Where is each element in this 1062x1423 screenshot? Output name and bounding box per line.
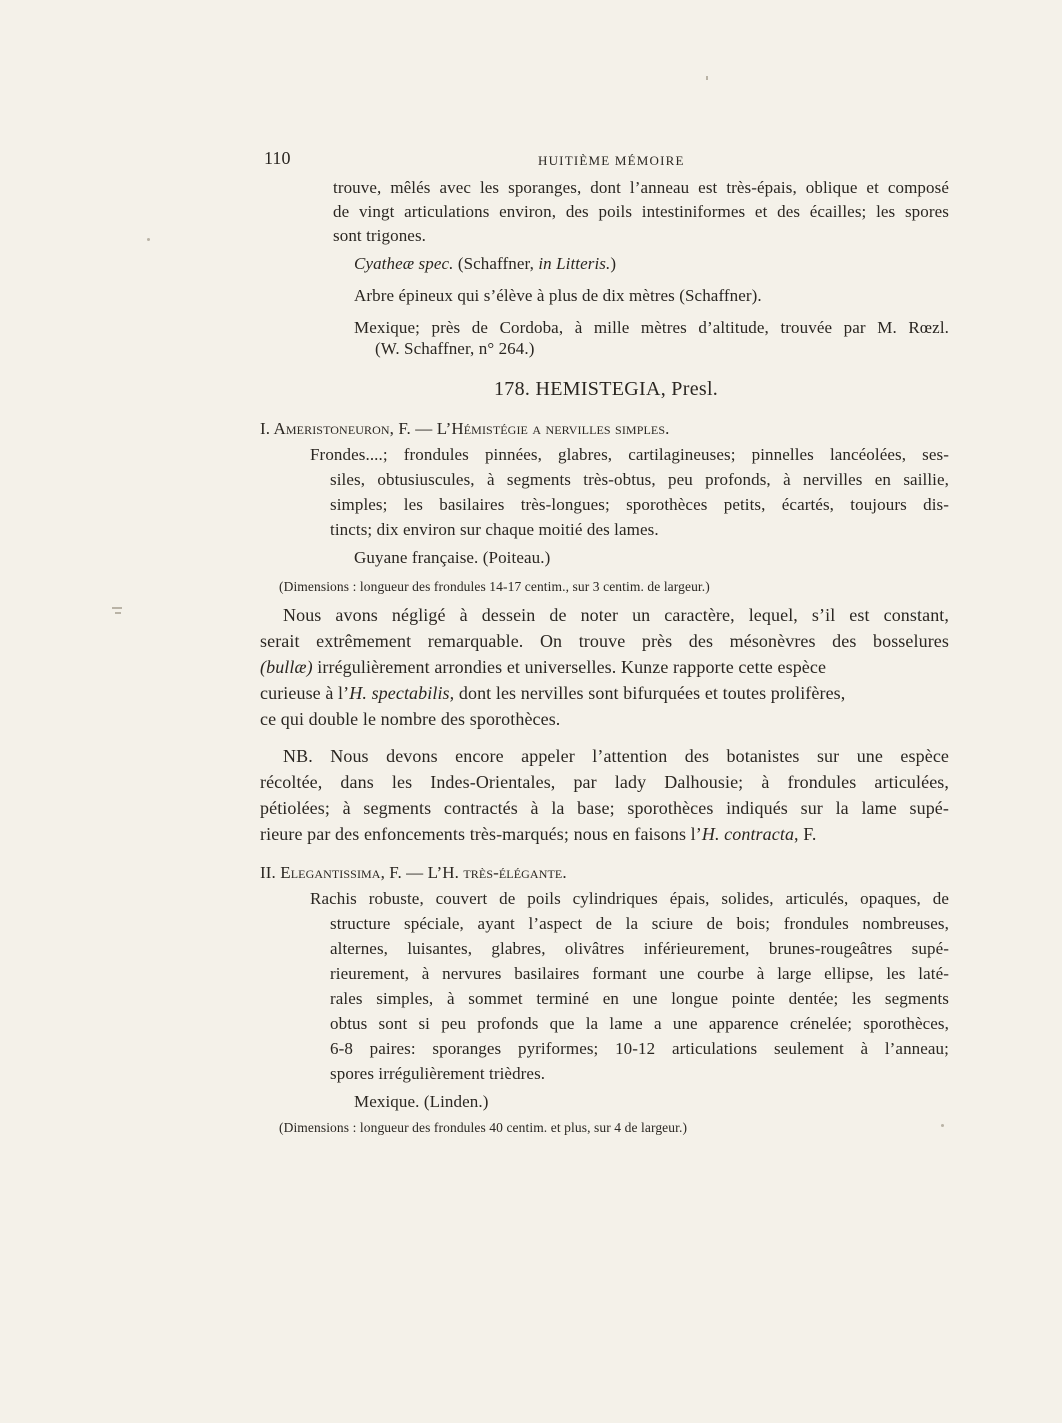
italic-term: H. contracta [701, 824, 795, 844]
text-span: , F. [794, 824, 817, 844]
italic-term: (bullæ) [260, 657, 313, 677]
text-line: obtus sont si peu profonds que la lame a une apparence crénelée; sporothèces, [330, 1014, 949, 1033]
taxon-name [354, 253, 616, 275]
text-line: rales simples, à sommet terminé en une longue pointe dentée; les segments [330, 989, 949, 1008]
text-line: Frondes....; frondules pinnées, glabres, cartilagineuses; pinnelles lancéolées, ses- [310, 445, 949, 464]
text-line: simples; les basilaires très-longues; sporothèces petits, écartés, toujours dis- [330, 495, 949, 514]
taxon-collector: (W. Schaffner, n° 264.) [375, 339, 535, 358]
text-line: Rachis robuste, couvert de poils cylindriques épais, solides, articulés, opaques, de [310, 889, 949, 908]
section-title: 178. HEMISTEGIA, Presl. [494, 378, 719, 400]
text-line: tincts; dix environ sur chaque moitié des lames. [330, 520, 659, 539]
scan-speck [706, 76, 708, 80]
text-line [260, 823, 817, 845]
species-heading: II. Elegantissima, F. — L’H. très-élégante. [260, 863, 567, 882]
text-line: récoltée, dans les Indes-Orientales, par lady Dalhousie; à frondules articulées, [260, 772, 949, 792]
scan-speck [941, 1124, 944, 1127]
scan-speck [115, 612, 121, 614]
taxon-name-author: (Schaffner, [453, 254, 539, 273]
taxon-description: Arbre épineux qui s’élève à plus de dix mètres (Schaffner). [354, 286, 762, 305]
text-line: pétiolées; à segments contractés à la base; sporothèces indiqués sur la lame supé- [260, 798, 949, 818]
text-line [260, 682, 845, 704]
taxon-reference: in Litteris. [538, 254, 611, 273]
text-line: sont trigones. [333, 226, 427, 245]
species-locality: Mexique. (Linden.) [354, 1092, 489, 1111]
text-line [260, 656, 949, 678]
text-line: trouve, mêlés avec les sporanges, dont l’anneau est très-épais, oblique et composé [333, 178, 949, 197]
text-line: NB. Nous devons encore appeler l’attention des botanistes sur une espèce [283, 746, 949, 766]
text-line: structure spéciale, ayant l’aspect de la sciure de bois; frondules nombreuses, [330, 914, 949, 933]
text-span: curieuse à l’ [260, 683, 350, 703]
italic-term: H. spectabilis, [349, 683, 455, 703]
running-title: HUITIÈME MÉMOIRE [538, 153, 685, 168]
text-line: de vingt articulations environ, des poils intestiniformes et des écailles; les spores [333, 202, 949, 221]
text-line: alternes, luisantes, glabres, olivâtres inférieurement, brunes-rougeâtres supé- [330, 939, 949, 958]
species-heading: I. Ameristoneuron, F. — L’Hémistégie a nervilles simples. [260, 419, 670, 438]
taxon-name-italic: Cyatheæ spec. [354, 254, 454, 273]
page-number: 110 [264, 148, 291, 168]
species-dimensions: (Dimensions : longueur des frondules 40 centim. et plus, sur 4 de largeur.) [279, 1120, 688, 1135]
text-line: siles, obtusiuscules, à segments très-obtus, peu profonds, à nervilles en saillie, [330, 470, 949, 489]
taxon-locality: Mexique; près de Cordoba, à mille mètres d’altitude, trouvée par M. Rœzl. [354, 318, 949, 337]
text-line: serait extrêmement remarquable. On trouve près des mésonèvres des bosselures [260, 631, 949, 651]
text-line: rieurement, à nervures basilaires formant une courbe à large ellipse, les laté- [330, 964, 949, 983]
species-dimensions: (Dimensions : longueur des frondules 14-17 centim., sur 3 centim. de largeur.) [279, 579, 710, 594]
scan-speck [112, 607, 122, 609]
text-line: ce qui double le nombre des sporothèces. [260, 709, 561, 729]
species-locality: Guyane française. (Poiteau.) [354, 548, 551, 567]
taxon-name-close: ) [610, 254, 617, 273]
text-line: Nous avons négligé à dessein de noter un caractère, lequel, s’il est constant, [283, 605, 949, 625]
text-span: dont les nervilles sont bifurquées et toutes prolifères, [454, 683, 846, 703]
text-span: rieure par des enfoncements très-marqués; nous en faisons l’ [260, 824, 702, 844]
text-line: 6-8 paires: sporanges pyriformes; 10-12 articulations seulement à l’anneau; [330, 1039, 949, 1058]
text-span: irrégulièrement arrondies et universelles. Kunze rapporte cette espèce [312, 657, 827, 677]
scan-speck [147, 238, 150, 241]
text-line: spores irrégulièrement trièdres. [330, 1064, 546, 1083]
